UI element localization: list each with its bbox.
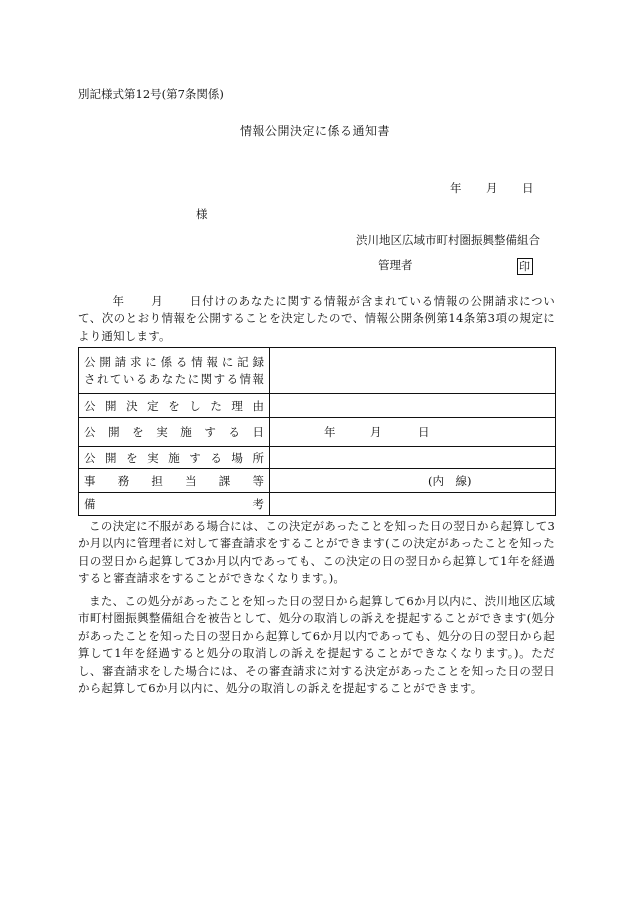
table-value-remarks xyxy=(270,493,556,516)
table-row xyxy=(79,469,556,493)
table-label-date: 公開を実施する日 xyxy=(79,418,270,447)
manager-title: 管理者 xyxy=(378,258,413,272)
table-label-reason: 公開決定をした理由 xyxy=(79,394,270,418)
table-date-day: 日 xyxy=(418,425,430,439)
table-value-date xyxy=(270,418,556,447)
date-line xyxy=(450,180,534,196)
table-value-place xyxy=(270,447,556,469)
disclosure-info-table xyxy=(78,347,556,516)
intro-month: 月 xyxy=(150,294,164,308)
appeal-text: この決定に不服がある場合には、この決定があったことを知った日の翌日から起算して3か月以内に管理者に対して審査請求をすることができます(この決定があったことを知った日の翌日から起算して3か月以内であっても、この決定の日の翌日から起算して1年を経過すると審査請求をすることができなくなります。)。 xyxy=(78,519,555,586)
table-row xyxy=(79,394,556,418)
table-row xyxy=(79,447,556,469)
issuer-manager xyxy=(378,257,533,275)
document-title: 情報公開決定に係る通知書 xyxy=(239,124,390,138)
date-month-label: 月 xyxy=(486,181,498,195)
table-label-office: 事務担当課等 xyxy=(79,469,270,493)
intro-paragraph xyxy=(78,293,555,345)
table-extension: (内 線) xyxy=(428,473,472,488)
intro-text: 日付けのあなたに関する情報が含まれている情報の公開請求について、次のとおり情報を公開することを決定したので、情報公開条例第14条第3項の規定により通知します。 xyxy=(78,294,556,343)
table-row xyxy=(79,493,556,516)
table-value-reason xyxy=(270,394,556,418)
issuer-organization: 渋川地区広域市町村圏振興整備組合 xyxy=(356,233,540,247)
table-label-info: 公開請求に係る情報に記録 されているあなたに関する情報 xyxy=(79,348,270,394)
lawsuit-text: また、この処分があったことを知った日の翌日から起算して6か月以内に、渋川地区広域市町村圏振興整備組合を被告として、処分の取消しの訴えを提起することができます(処分があったことを知った日の翌日から起算して6か月以内であっても、処分の日の翌日から起算して1年を経過すると処分の取消しの訴えを提起することができなくなります。)。ただし、審査請求をした場合には、その審査請求に対する決定があったことを知った日の翌日から起算して6か月以内に、処分の取消しの訴えを提起することができます。 xyxy=(78,594,555,696)
form-number: 別記様式第12号(第7条関係) xyxy=(78,87,224,101)
table-value-info xyxy=(270,348,556,394)
table-date-month: 月 xyxy=(370,425,382,439)
table-label-remarks: 備考 xyxy=(79,493,270,516)
intro-year: 年 xyxy=(112,294,125,308)
addressee-honorific: 様 xyxy=(196,207,208,221)
lawsuit-note xyxy=(78,593,555,697)
appeal-note xyxy=(78,518,555,588)
table-row xyxy=(79,348,556,394)
table-label-place: 公開を実施する場所 xyxy=(79,447,270,469)
date-year-label: 年 xyxy=(450,181,462,195)
table-row xyxy=(79,418,556,447)
table-value-office xyxy=(270,469,556,493)
seal-mark: 印 xyxy=(517,258,533,275)
table-date-year: 年 xyxy=(324,425,336,439)
date-day-label: 日 xyxy=(522,181,534,195)
